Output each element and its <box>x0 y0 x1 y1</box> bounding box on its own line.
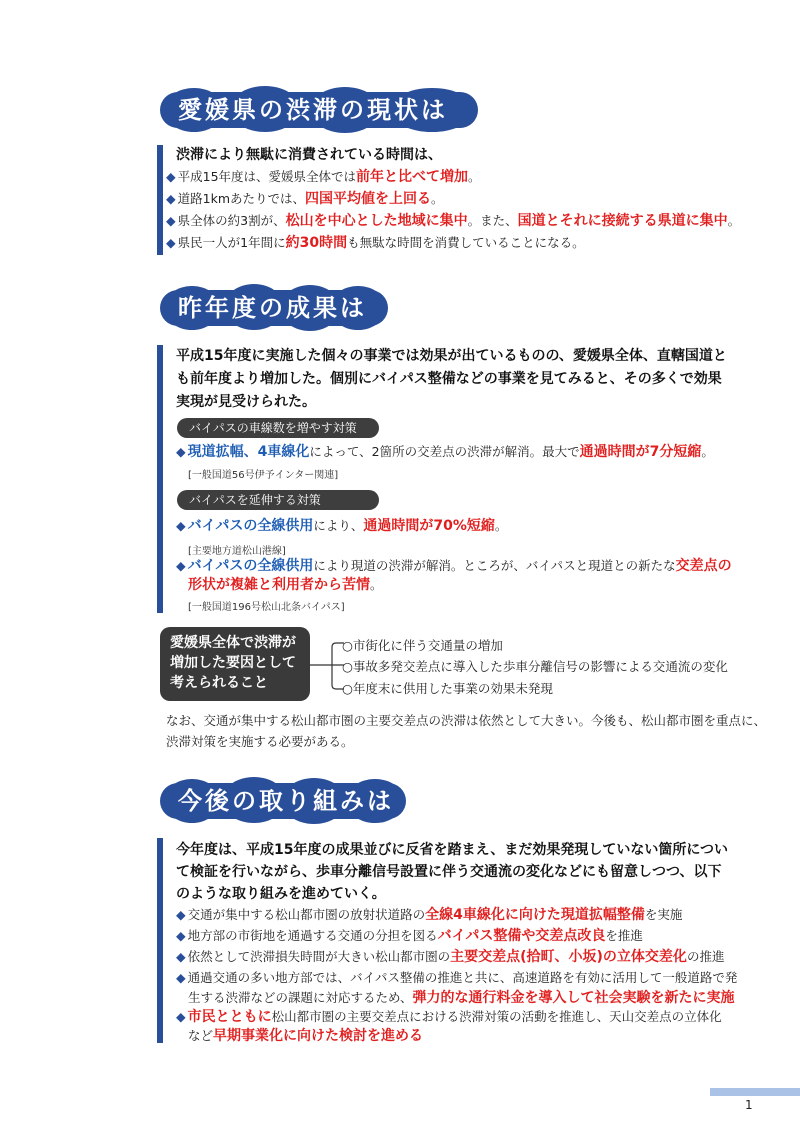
action-item: ◆ 通過交通の多い地方部では、バイパス整備の推進と共に、高速道路を有効に活用して一般道路で発 <box>176 970 738 985</box>
diamond-icon: ◆ <box>166 169 176 184</box>
action-item: ◆ 地方部の市街地を通過する交通の分担を図るバイパス整備や交差点改良を推進 <box>176 928 643 944</box>
section-lead-line: 今年度は、平成15年度の成果並びに反省を踏まえ、まだ効果発現していない箇所につい <box>176 842 729 858</box>
section-title: 今後の取り組みは <box>178 787 394 815</box>
section-header-current-state <box>160 88 478 132</box>
section-lead-line: のような取り組みを進めていく。 <box>176 886 386 902</box>
bullet-item: ◆ 道路1kmあたりでは、四国平均値を上回る。 <box>166 191 444 207</box>
factor-box-line: 考えられること <box>170 675 268 691</box>
action-item-continuation: など早期事業化に向けた検討を進める <box>188 1028 424 1044</box>
section-title: 昨年度の成果は <box>178 294 367 322</box>
note-line: 渋滞対策を実施する必要がある。 <box>166 734 354 749</box>
diamond-icon: ◆ <box>176 949 186 964</box>
factor-box-line: 愛媛県全体で渋滞が <box>170 635 296 651</box>
measure-label: バイパスの車線数を増やす対策 <box>177 418 379 438</box>
diamond-icon: ◆ <box>176 928 186 943</box>
diamond-icon: ◆ <box>176 558 186 573</box>
factor-box-line: 増加した要因として <box>170 655 296 671</box>
accent-bar <box>157 145 163 255</box>
diamond-icon: ◆ <box>166 213 176 228</box>
diamond-icon: ◆ <box>166 235 176 250</box>
result-item: ◆ バイパスの全線供用により現道の渋滞が解消。ところが、バイパスと現道との新たな交差点の <box>176 558 732 574</box>
bullet-item: ◆ 県全体の約3割が、松山を中心とした地域に集中。また、国道とそれに接続する県道に集中。 <box>166 213 741 229</box>
factor-box <box>160 627 310 701</box>
section-lead-line: て検証を行いながら、歩車分離信号設置に伴う交通流の変化などにも留意しつつ、以下 <box>176 864 722 880</box>
diamond-icon: ◆ <box>176 444 186 459</box>
factor-connector <box>310 640 344 692</box>
action-item: ◆ 交通が集中する松山都市圏の放射状道路の全線4車線化に向けた現道拡幅整備を実施 <box>176 907 683 923</box>
road-reference: [主要地方道松山港線] <box>188 546 286 557</box>
result-item-continuation: 形状が複雑と利用者から苦情。 <box>188 577 383 593</box>
factor-item: ○市街化に伴う交通量の増加 <box>342 638 503 653</box>
accent-bar <box>157 345 163 613</box>
bullet-item: ◆ 平成15年度は、愛媛県全体では前年と比べて増加。 <box>166 169 481 185</box>
diamond-icon: ◆ <box>166 191 176 206</box>
factor-item: ○年度末に供用した事業の効果未発現 <box>342 681 553 696</box>
section-lead-line: も前年度より増加した。個別にバイパス整備などの事業を見てみると、その多くで効果 <box>176 371 722 387</box>
section-title: 愛媛県の渋滞の現状は <box>178 96 448 124</box>
bullet-item: ◆ 県民一人が1年間に約30時間も無駄な時間を消費していることになる。 <box>166 235 585 251</box>
accent-bar <box>157 838 163 1043</box>
road-reference: [一般国道196号松山北条バイパス] <box>188 602 345 613</box>
measure-label: バイパスを延伸する対策 <box>177 490 379 510</box>
result-item: ◆ バイパスの全線供用により、通過時間が70%短縮。 <box>176 518 508 534</box>
action-item-continuation: 生する渋滞などの課題に対応するため、弾力的な通行料金を導入して社会実験を新たに実施 <box>188 990 735 1006</box>
section-header-last-year-results <box>160 286 388 330</box>
action-item: ◆ 市民とともに松山都市圏の主要交差点における渋滞対策の活動を推進し、天山交差点の立体化 <box>176 1009 722 1025</box>
diamond-icon: ◆ <box>176 1009 186 1024</box>
road-reference: [一般国道56号伊予インター関連] <box>188 470 339 481</box>
page-tab <box>710 1088 800 1096</box>
note-line: なお、交通が集中する松山都市圏の主要交差点の渋滞は依然として大きい。今後も、松山都市圏を重点に、 <box>166 713 767 728</box>
section-lead: 渋滞により無駄に消費されている時間は、 <box>176 147 442 163</box>
result-item: ◆ 現道拡幅、4車線化によって、2箇所の交差点の渋滞が解消。最大で通過時間が7分短縮。 <box>176 444 714 460</box>
diamond-icon: ◆ <box>176 970 186 985</box>
page-number: 1 <box>745 1098 753 1112</box>
section-lead-line: 実現が見受けられた。 <box>176 394 316 410</box>
section-header-future-efforts <box>160 779 406 823</box>
diamond-icon: ◆ <box>176 907 186 922</box>
factor-item: ○事故多発交差点に導入した歩車分離信号の影響による交通流の変化 <box>342 659 728 674</box>
action-item: ◆ 依然として渋滞損失時間が大きい松山都市圏の主要交差点(拾町、小坂)の立体交差化の推進 <box>176 949 725 965</box>
section-lead-line: 平成15年度に実施した個々の事業では効果が出ているものの、愛媛県全体、直轄国道と <box>176 348 727 364</box>
diamond-icon: ◆ <box>176 518 186 533</box>
